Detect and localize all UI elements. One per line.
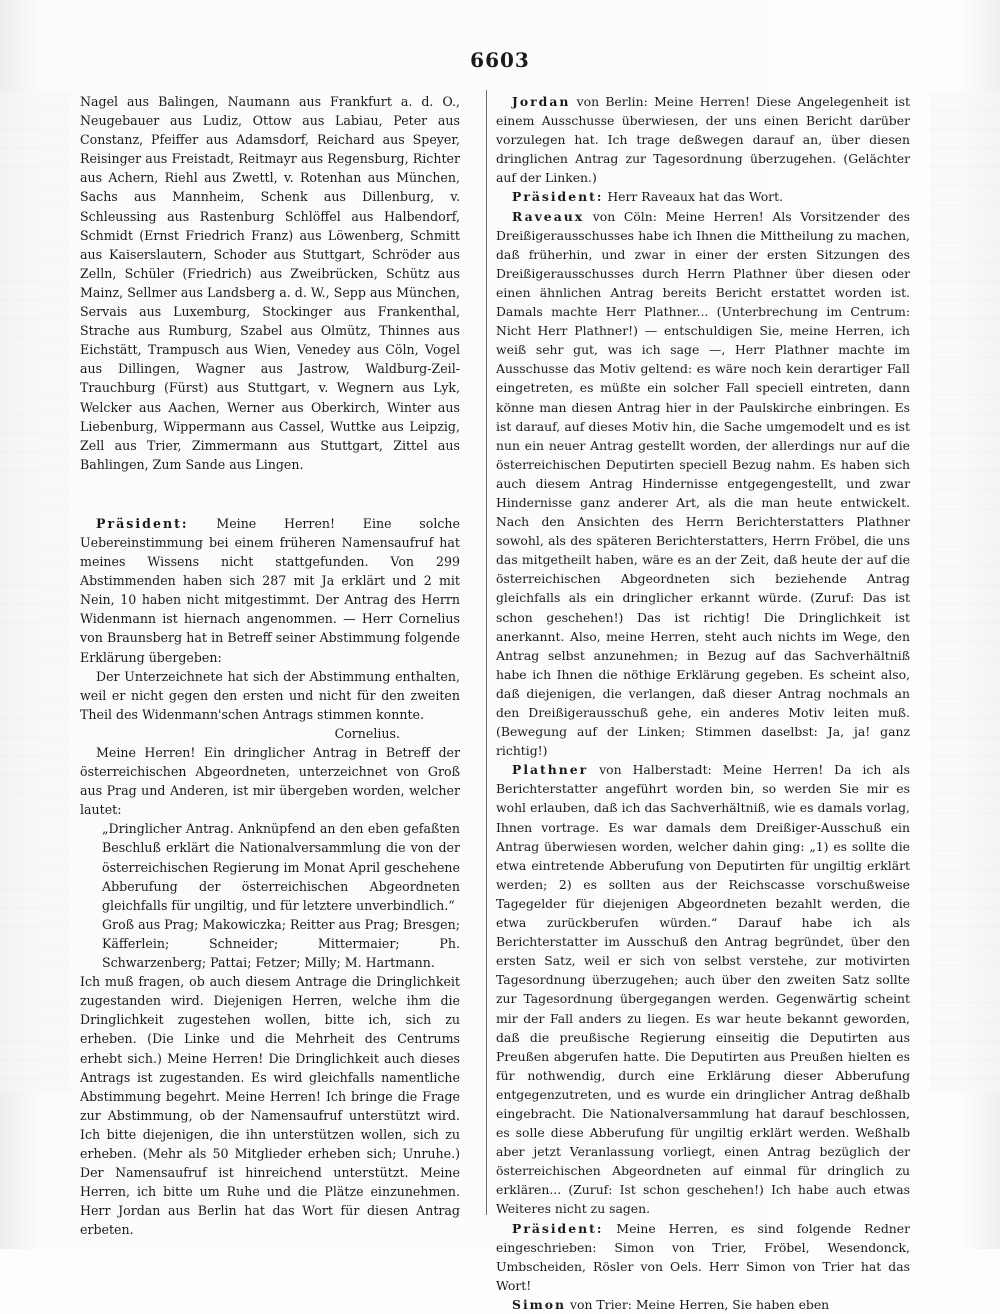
speech-text: von Trier: Meine Herren, Sie haben eben <box>570 1296 830 1312</box>
paragraph-gap <box>80 474 460 514</box>
column-divider <box>486 90 487 1215</box>
speech-president-2 <box>496 1219 910 1295</box>
page-number: 6603 <box>470 48 530 72</box>
speech-simon <box>496 1295 910 1314</box>
right-column <box>496 92 910 1314</box>
speech-president <box>496 187 910 206</box>
declaration-signature: Cornelius. <box>334 725 400 741</box>
president-continuation: Ich muß fragen, ob auch diesem Antrage die Dringlichkeit zugestanden wird. Diejenigen Herren, welche ihm die Dringlichkeit zugestehen wollen, bitte ich, sich zu erheben. (Die Linke und die Mehrheit des Centrums erhebt sich.) Meine Herren! Die Dringlichkeit auch dieses Antrags ist zugestanden. Es wird gleichfalls namentliche Abstimmung begehrt. Meine Herren! Ich bringe die Frage zur Abstimmung, ob der Namensaufruf unterstützt wird. Ich bitte diejenigen, die ihn unterstützen wollen, sich zu erheben. (Mehr als 50 Mitglieder erheben sich; Unruhe.) Der Namensaufruf ist hinreichend unterstützt. Meine Herren, ich bitte um Ruhe und die Plätze einzunehmen. Herr Jordan aus Berlin hat das Wort für diesen Antrag erbeten. <box>80 974 460 1238</box>
speech-text: Meine Herren! Eine solche Uebereinstimmung bei einem früheren Namensaufruf hat meines Wissens nicht stattgefunden. Von 299 Abstimmenden haben sich 287 mit Ja erklärt und 2 mit Nein, 10 haben nicht mitgestimmt. Der Antrag des Herrn Widenmann ist hiernach angenommen. — Herr Cornelius von Braunsberg hat in Betreff seiner Abstimmung folgende Erklärung übergeben: <box>80 515 460 665</box>
speaker-name: Präsident: <box>512 189 604 205</box>
speaker-name: Präsident: <box>512 1220 604 1236</box>
roll-call-names: Nagel aus Balingen, Naumann aus Frankfurt a. d. O., Neugebauer aus Ludiz, Ottow aus Labiau, Peter aus Constanz, Pfeiffer aus Adamsdorf, Reichard aus Speyer, Reisinger aus Freistadt, Reitmayr aus Regensburg, Richter aus Achern, Riehl aus Zwettl, v. Rotenhan aus München, Sachs aus Mannheim, Schenk aus Dillenburg, v. Schleussing aus Rastenburg Schlöffel aus Halbendorf, Schmidt (Ernst Friedrich Franz) aus Löwenberg, Schmitt aus Kaiserslautern, Schoder aus Stuttgart, Schröder aus Zelln, Schüler (Friedrich) aus Zweibrücken, Schütz aus Mainz, Sellmer aus Landsberg a. d. W., Sepp aus München, Servais aus Luxemburg, Stockinger aus Frankenthal, Strache aus Rumburg, Szabel aus Olmütz, Thinnes aus Eichstätt, Trampusch aus Wien, Venedey aus Cöln, Vogel aus Dillingen, Wagner aus Jastrow, Waldburg-Zeil-Trauchburg (Fürst) aus Stuttgart, v. Wegnern aus Lyk, Welcker aus Aachen, Werner aus Oberkirch, Winter aus Liebenburg, Wippermann aus Cassel, Wuttke aus Leipzig, Zell aus Trier, Zimmermann aus Stuttgart, Zittel aus Bahlingen, Zum Sande aus Lingen. <box>80 94 460 472</box>
speech-text: von Berlin: Meine Herren! Diese Angelegenheit ist einem Ausschusse überwiesen, der uns einen Bericht darüber vorzulegen hat. Ich trage deßwegen darauf an, über diesen dringlichen Antrag zur Tagesordnung überzugehen. (Gelächter auf der Linken.) <box>496 94 910 186</box>
speech-text: von Cöln: Meine Herren! Als Vorsitzender des Dreißigerausschusses habe ich Ihnen die Mittheilung zu machen, daß früherhin, und zwar in einer der ersten Sitzungen des Dreißigerausschusses durch Herrn Plathner über diesen oder einen ähnlichen Antrag bereits Bericht erstattet worden ist. Damals machte Herr Plathner... (Unterbrechung im Centrum: Nicht Herr Plathner!) — entschuldigen Sie, meine Herren, ich weiß sehr gut, was ich sage —, Herr Plathner machte im Ausschusse das Motiv geltend: es wäre noch kein derartiger Fall eingetreten, es müßte ein solcher Fall speciell eintreten, dann könne man diesen Antrag hier in der Paulskirche einbringen. Es ist darauf, auf dieses Motiv hin, die Sache umgemodelt und es ist nun ein neuer Antrag gestellt worden, der allerdings nur auf die österreichischen Deputirten speciell Bezug nahm. Es haben sich auch diesem Antrag Hindernisse entgegengestellt, und zwar Hindernisse ganz anderer Art, als die man heute entwickelt. Nach den Ansichten des Herrn Berichterstatters Plathner sowohl, als des späteren Berichterstatters, Herrn Fröbel, die uns das mitgetheilt haben, wäre es an der Zeit, daß heute der auf die österreichischen Abgeordneten sich beziehende Antrag gleichfalls als ein dringlicher erkannt würde. (Zuruf: Das ist schon geschehen!) Das ist richtig! Die Dringlichkeit ist anerkannt. Also, meine Herren, steht auch nichts im Wege, den Antrag selbst anzunehmen; in Bezug auf das Sachverhältniß habe ich Ihnen die nöthige Erklärung gegeben. Es scheint also, daß diejenigen, die verlangen, daß dieser Antrag nochmals an den Dreißigerausschuß gehe, ein anderes Motiv leiten muß. (Bewegung auf der Linken; Stimmen daselbst: Ja, ja! ganz richtig!) <box>496 208 910 759</box>
urgent-motion-intro: Meine Herren! Ein dringlicher Antrag in Betreff der österreichischen Abgeordneten, unterzeichnet von Groß aus Prag und Anderen, ist mir übergeben worden, welcher lautet: <box>80 745 460 818</box>
left-column <box>80 92 460 1239</box>
speech-text: Herr Raveaux hat das Wort. <box>607 189 784 205</box>
speech-jordan <box>496 92 910 187</box>
speech-raveaux <box>496 207 910 761</box>
declaration: Der Unterzeichnete hat sich der Abstimmung enthalten, weil er nicht gegen den ersten und nicht für den zweiten Theil des Widenmann'schen Antrags stimmen konnte. <box>80 668 460 722</box>
speech-text: Meine Herren, es sind folgende Redner eingeschrieben: Simon von Trier, Fröbel, Wesendonck, Umbscheiden, Rösler von Oels. Herr Simon von Trier hat das Wort! <box>496 1220 910 1293</box>
motion-signers: Groß aus Prag; Makowiczka; Reitter aus Prag; Bresgen; Käfferlein; Schneider; Mittermaier; Ph. Schwarzenberg; Pattai; Fetzer; Milly; M. Hartmann. <box>102 916 460 971</box>
speaker-name: Jordan <box>512 94 571 109</box>
bleed-through-left <box>0 92 70 1092</box>
speaker-name: Präsident: <box>96 515 189 531</box>
speech-text: von Halberstadt: Meine Herren! Da ich als Berichterstatter angeführt worden bin, so werden Sie mir es wohl erlauben, daß ich das Sachverhältniß, wie es damals vorlag, Ihnen vortrage. Es war damals dem Dreißiger-Ausschuß ein Antrag überwiesen worden, welcher dahin ging: „1) es sollte die etwa eintretende Abberufung von Deputirten für ungiltig erklärt werden; 2) es sollten aus der Reichscasse vorschußweise Tagegelder für diejenigen Abgeordneten bezahlt werden, die etwa zurückberufen würden.“ Darauf habe ich als Berichterstatter im Ausschuß den Antrag begründet, über den ersten Satz, weil er sich von selbst verstehe, zur motivirten Tagesordnung überzugehen; auch über den zweiten Satz sollte zur Tagesordnung übergegangen werden. Gegenwärtig scheint mir der Fall anders zu liegen. Es war heute bekannt geworden, daß die preußische Regierung einseitig die Deputirten aus Preußen abgerufen hatte. Die Deputirten aus Preußen hielten es für nothwendig, durch eine Erklärung dieser Abberufung entgegenzutreten, und es wurde ein dringlicher Antrag deßhalb eingebracht. Die Nationalversammlung hat darauf beschlossen, es solle diese Abberufung für ungiltig erklärt werden. Weßhalb aber jetzt Veranlassung vorliegt, einen Antrag bezüglich der österreichischen Abgeordneten auf einmal für dringlich zu erklären... (Zuruf: Ist schon geschehen!) Ich habe auch etwas Weiteres nicht zu sagen. <box>496 762 910 1217</box>
speaker-name: Raveaux <box>512 208 585 224</box>
bleed-through-right <box>930 92 1000 1092</box>
speaker-name: Plathner <box>512 762 589 778</box>
urgent-motion-text: „Dringlicher Antrag. Anknüpfend an den eben gefaßten Beschluß erklärt die Nationalversammlung die von der österreichischen Regierung im Monat April geschehene Abberufung der österreichischen Abgeordneten gleichfalls für ungiltig, und für letztere unverbindlich.“ <box>102 821 460 913</box>
speaker-name: Simon <box>512 1296 567 1312</box>
speech-plathner <box>496 760 910 1218</box>
president-statement <box>80 514 460 667</box>
